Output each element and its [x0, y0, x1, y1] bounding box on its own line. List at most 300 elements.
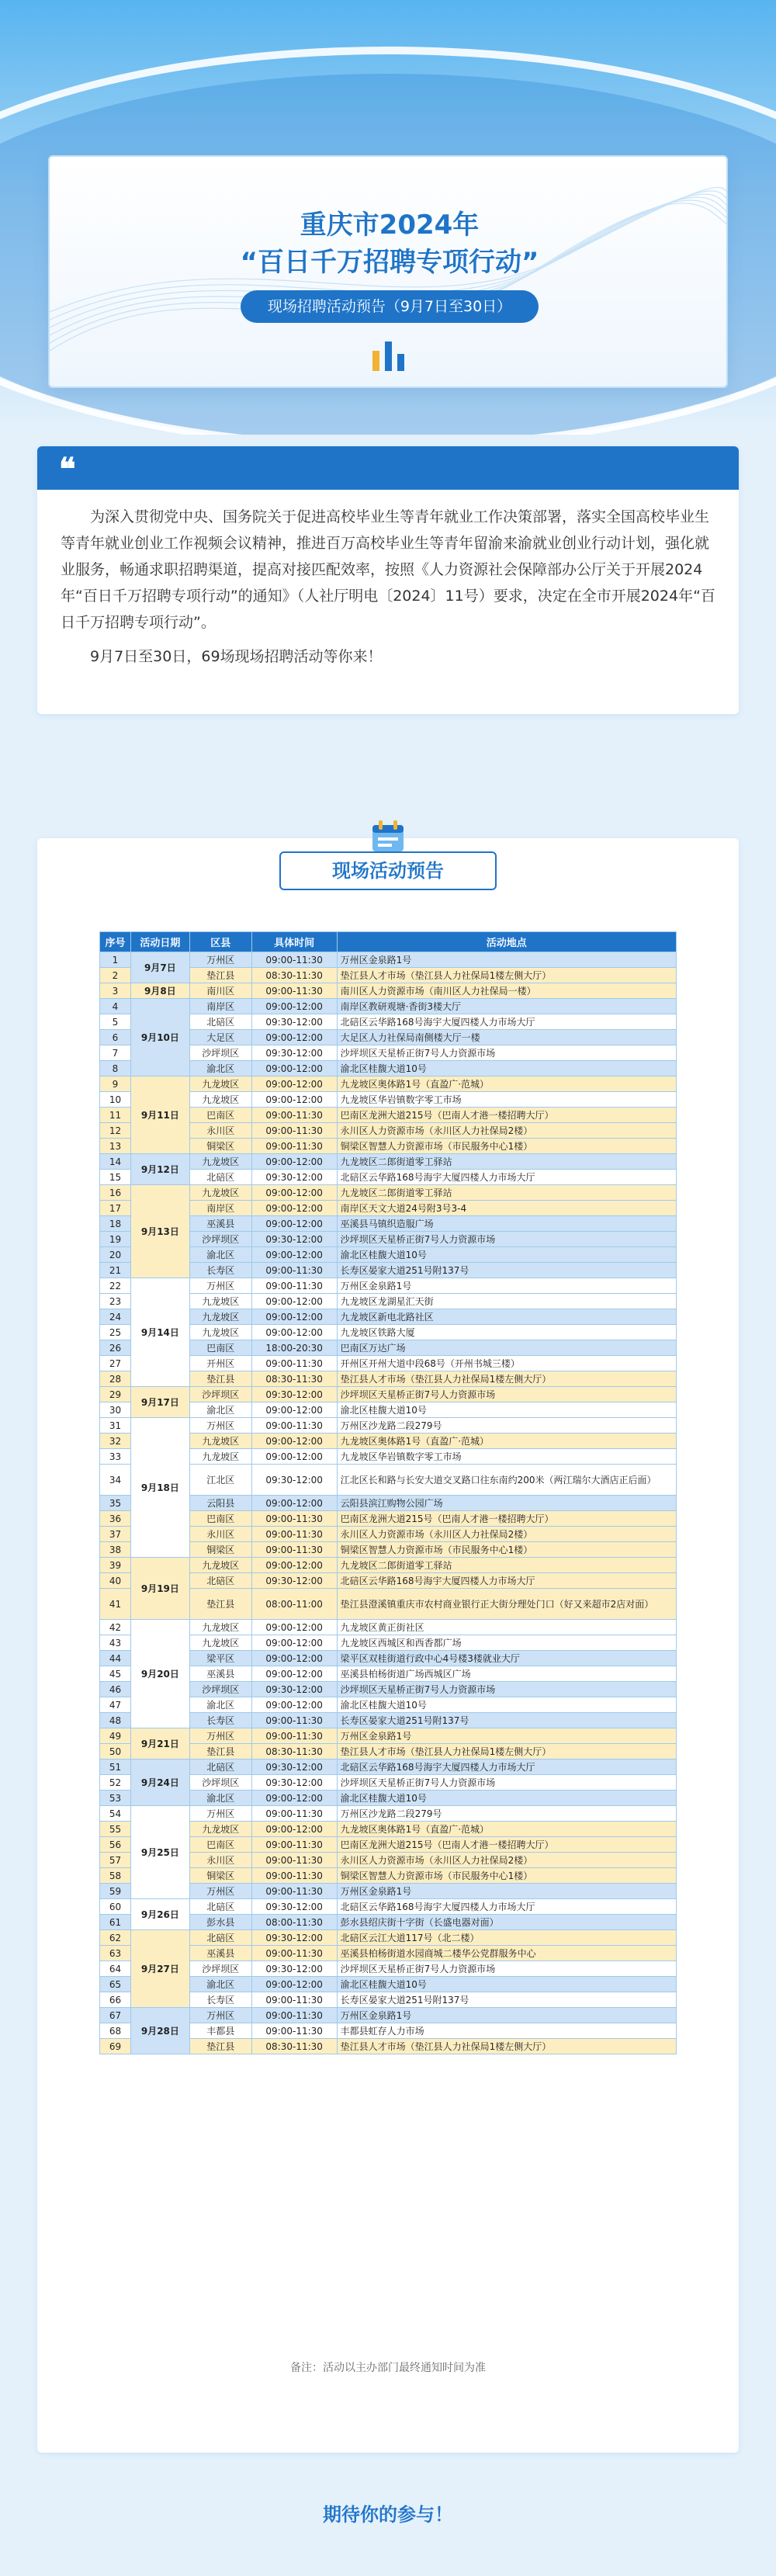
cell-district: 南岸区 — [189, 999, 251, 1014]
cell-no: 21 — [100, 1263, 131, 1278]
cell-time: 09:00-12:00 — [251, 1030, 337, 1045]
cell-location: 渝北区桂馥大道10号 — [337, 1247, 676, 1263]
table-row — [100, 1418, 677, 1434]
cell-no: 23 — [100, 1294, 131, 1309]
cell-no: 44 — [100, 1651, 131, 1666]
cell-no: 35 — [100, 1496, 131, 1511]
cell-district: 江北区 — [189, 1465, 251, 1496]
cell-no: 57 — [100, 1853, 131, 1868]
cell-location: 垫江县人才市场（垫江县人力社保局1楼左侧大厅） — [337, 2039, 676, 2054]
cell-district: 九龙坡区 — [189, 1185, 251, 1201]
header-no: 序号 — [100, 932, 131, 952]
cell-district: 渝北区 — [189, 1402, 251, 1418]
cell-district: 北碚区 — [189, 1899, 251, 1915]
cell-time: 09:00-11:30 — [251, 1123, 337, 1139]
cell-no: 49 — [100, 1728, 131, 1744]
cell-district: 丰都县 — [189, 2023, 251, 2039]
cell-no: 54 — [100, 1806, 131, 1822]
title-card — [48, 155, 728, 388]
cell-date: 9月21日 — [130, 1728, 189, 1760]
cell-time: 09:00-11:30 — [251, 1946, 337, 1961]
intro-card — [37, 446, 739, 714]
cell-district: 万州区 — [189, 1884, 251, 1899]
cell-time: 09:30-12:00 — [251, 1760, 337, 1775]
cell-time: 09:30-12:00 — [251, 1573, 337, 1589]
cell-location: 九龙坡区二郎街道零工驿站 — [337, 1558, 676, 1573]
cell-location: 大足区人力社保局南侧楼大厅一楼 — [337, 1030, 676, 1045]
cell-date: 9月13日 — [130, 1185, 189, 1278]
cell-location: 铜梁区智慧人力资源市场（市民服务中心1楼） — [337, 1139, 676, 1154]
cell-location: 永川区人力资源市场（永川区人力社保局2楼） — [337, 1853, 676, 1868]
cell-no: 30 — [100, 1402, 131, 1418]
cell-time: 09:30-12:00 — [251, 1014, 337, 1030]
cell-no: 32 — [100, 1434, 131, 1449]
table-row — [100, 1728, 677, 1744]
cell-location: 九龙坡区奥体路1号（直盈广·范城） — [337, 1822, 676, 1837]
cell-no: 48 — [100, 1713, 131, 1728]
cell-district: 铜梁区 — [189, 1542, 251, 1558]
cell-location: 九龙坡区铁路大厦 — [337, 1325, 676, 1340]
cell-location: 北碚区云江大道117号（北二楼） — [337, 1930, 676, 1946]
cell-district: 垫江县 — [189, 968, 251, 983]
cell-district: 万州区 — [189, 1806, 251, 1822]
subtitle-pill: 现场招聘活动预告（9月7日至30日） — [241, 290, 539, 323]
cell-time: 09:00-12:00 — [251, 1434, 337, 1449]
cell-no: 43 — [100, 1635, 131, 1651]
cell-district: 垫江县 — [189, 1371, 251, 1387]
cell-district: 沙坪坝区 — [189, 1232, 251, 1247]
cell-no: 12 — [100, 1123, 131, 1139]
cell-time: 09:30-12:00 — [251, 1045, 337, 1061]
cell-time: 09:00-11:30 — [251, 2023, 337, 2039]
cell-location: 九龙坡区华岩镇数字零工市场 — [337, 1449, 676, 1465]
cell-no: 6 — [100, 1030, 131, 1045]
cell-no: 36 — [100, 1511, 131, 1527]
cell-date: 9月12日 — [130, 1154, 189, 1185]
cell-time: 09:00-12:00 — [251, 1977, 337, 1992]
cell-time: 09:00-12:00 — [251, 1449, 337, 1465]
cell-location: 南岸区教研观塘·香街3楼大厅 — [337, 999, 676, 1014]
cell-district: 垫江县 — [189, 1589, 251, 1620]
cell-no: 27 — [100, 1356, 131, 1371]
cell-district: 九龙坡区 — [189, 1092, 251, 1108]
cell-location: 北碚区云华路168号海宇大厦四楼人力市场大厅 — [337, 1760, 676, 1775]
cell-district: 万州区 — [189, 2008, 251, 2023]
table-header-row — [100, 932, 677, 952]
table-row — [100, 1278, 677, 1294]
cell-district: 长寿区 — [189, 1713, 251, 1728]
cell-date: 9月7日 — [130, 952, 189, 983]
cell-no: 29 — [100, 1387, 131, 1402]
cell-time: 09:30-12:00 — [251, 1232, 337, 1247]
cell-location: 九龙坡区新电北路社区 — [337, 1309, 676, 1325]
cell-no: 3 — [100, 983, 131, 999]
cell-location: 长寿区晏家大道251号附137号 — [337, 1992, 676, 2008]
cell-no: 9 — [100, 1077, 131, 1092]
cell-district: 彭水县 — [189, 1915, 251, 1930]
cell-location: 渝北区桂馥大道10号 — [337, 1791, 676, 1806]
cell-no: 55 — [100, 1822, 131, 1837]
cell-location: 北碚区云华路168号海宇大厦四楼人力市场大厅 — [337, 1014, 676, 1030]
cell-district: 万州区 — [189, 1728, 251, 1744]
cell-time: 09:00-12:00 — [251, 1309, 337, 1325]
cell-no: 19 — [100, 1232, 131, 1247]
cell-no: 41 — [100, 1589, 131, 1620]
cell-time: 09:00-12:00 — [251, 1185, 337, 1201]
cell-time: 09:00-11:30 — [251, 2008, 337, 2023]
cell-location: 沙坪坝区天星桥正街7号人力资源市场 — [337, 1387, 676, 1402]
cell-time: 09:00-11:30 — [251, 1527, 337, 1542]
footer-slogan: 期待你的参与！ — [323, 2504, 453, 2526]
cell-time: 09:00-12:00 — [251, 1077, 337, 1092]
cell-location: 渝北区桂馥大道10号 — [337, 1697, 676, 1713]
cell-location: 九龙坡区二郎街道零工驿站 — [337, 1185, 676, 1201]
cell-no: 46 — [100, 1682, 131, 1697]
cell-location: 九龙坡区奥体路1号（直盈广·范城） — [337, 1077, 676, 1092]
cell-location: 巴南区龙洲大道215号（巴南人才港一楼招聘大厅） — [337, 1108, 676, 1123]
cell-time: 09:00-12:00 — [251, 1294, 337, 1309]
cell-no: 51 — [100, 1760, 131, 1775]
cell-district: 万州区 — [189, 1278, 251, 1294]
cell-location: 长寿区晏家大道251号附137号 — [337, 1263, 676, 1278]
intro-paragraph: 为深入贯彻党中央、国务院关于促进高校毕业生等青年就业工作决策部署，落实全国高校毕业生等青年就业创业工作视频会议精神，推进百万高校毕业生等青年留渝来渝就业创业行动计划，强化就业服务，畅通求职招聘渠道，提高对接匹配效率，按照《人力资源社会保障部办公厅关于开展2024年“百日千万招聘专项行动”的通知》（人社厅明电〔2024〕11号）要求，决定在全市开展2024年“百日千万招聘专项行动”。 — [61, 508, 715, 631]
cell-time: 09:00-11:30 — [251, 1542, 337, 1558]
table-row — [100, 983, 677, 999]
cell-date: 9月26日 — [130, 1899, 189, 1930]
cell-no: 15 — [100, 1170, 131, 1185]
cell-location: 垫江县澄溪镇重庆市农村商业银行正大街分理处门口（好又来超市2店对面） — [337, 1589, 676, 1620]
cell-location: 梁平区双桂街道行政中心4号楼3楼就业大厅 — [337, 1651, 676, 1666]
cell-no: 26 — [100, 1340, 131, 1356]
cell-no: 52 — [100, 1775, 131, 1791]
cell-district: 九龙坡区 — [189, 1325, 251, 1340]
cell-location: 北碚区云华路168号海宇大厦四楼人力市场大厅 — [337, 1170, 676, 1185]
cell-location: 九龙坡区华岩镇数字零工市场 — [337, 1092, 676, 1108]
cell-time: 09:00-12:00 — [251, 1697, 337, 1713]
cell-date: 9月8日 — [130, 983, 189, 999]
cell-location: 垫江县人才市场（垫江县人力社保局1楼左侧大厅） — [337, 1744, 676, 1760]
cell-location: 万州区金泉路1号 — [337, 1278, 676, 1294]
cell-location: 九龙坡区黄正街社区 — [337, 1620, 676, 1635]
cell-time: 09:00-11:30 — [251, 1868, 337, 1884]
cell-district: 沙坪坝区 — [189, 1682, 251, 1697]
cell-time: 09:00-12:00 — [251, 1216, 337, 1232]
cell-no: 25 — [100, 1325, 131, 1340]
cell-no: 38 — [100, 1542, 131, 1558]
cell-no: 47 — [100, 1697, 131, 1713]
cell-no: 8 — [100, 1061, 131, 1077]
table-row — [100, 1899, 677, 1915]
cell-time: 09:00-11:30 — [251, 1837, 337, 1853]
cell-date: 9月28日 — [130, 2008, 189, 2054]
cell-no: 16 — [100, 1185, 131, 1201]
cell-district: 万州区 — [189, 952, 251, 968]
cell-time: 09:00-11:30 — [251, 1806, 337, 1822]
cell-location: 垫江县人才市场（垫江县人力社保局1楼左侧大厅） — [337, 968, 676, 983]
table-row — [100, 2008, 677, 2023]
table-row — [100, 1620, 677, 1635]
cell-location: 沙坪坝区天星桥正街7号人力资源市场 — [337, 1682, 676, 1697]
cell-no: 62 — [100, 1930, 131, 1946]
cell-no: 69 — [100, 2039, 131, 2054]
cell-time: 09:00-11:30 — [251, 1418, 337, 1434]
cell-district: 九龙坡区 — [189, 1294, 251, 1309]
cell-date: 9月25日 — [130, 1806, 189, 1899]
cell-no: 17 — [100, 1201, 131, 1216]
cell-district: 巴南区 — [189, 1108, 251, 1123]
cell-location: 江北区长和路与长安大道交叉路口往东南约200米（两江瑞尔大酒店正后面） — [337, 1465, 676, 1496]
cell-no: 45 — [100, 1666, 131, 1682]
cell-location: 巫溪县柏杨街道广场西城区广场 — [337, 1666, 676, 1682]
cell-location: 沙坪坝区天星桥正街7号人力资源市场 — [337, 1232, 676, 1247]
cell-time: 09:00-11:30 — [251, 1853, 337, 1868]
cell-location: 垫江县人才市场（垫江县人力社保局1楼左侧大厅） — [337, 1371, 676, 1387]
cell-time: 09:30-12:00 — [251, 1170, 337, 1185]
cell-location: 九龙坡区奥体路1号（直盈广·范城） — [337, 1434, 676, 1449]
cell-time: 08:00-11:30 — [251, 1915, 337, 1930]
cell-location: 万州区金泉路1号 — [337, 1728, 676, 1744]
cell-district: 九龙坡区 — [189, 1620, 251, 1635]
table-row — [100, 999, 677, 1014]
cell-district: 九龙坡区 — [189, 1449, 251, 1465]
cell-no: 50 — [100, 1744, 131, 1760]
cell-district: 巴南区 — [189, 1340, 251, 1356]
cell-district: 渝北区 — [189, 1061, 251, 1077]
cell-no: 2 — [100, 968, 131, 983]
cell-no: 33 — [100, 1449, 131, 1465]
cell-district: 巫溪县 — [189, 1216, 251, 1232]
cell-location: 九龙坡区二郎街道零工驿站 — [337, 1154, 676, 1170]
cell-district: 万州区 — [189, 1418, 251, 1434]
cell-location: 万州区金泉路1号 — [337, 1884, 676, 1899]
cell-no: 66 — [100, 1992, 131, 2008]
cell-date: 9月27日 — [130, 1930, 189, 2008]
header-district: 区县 — [189, 932, 251, 952]
cell-time: 08:30-11:30 — [251, 1744, 337, 1760]
title-line-2: “百日千万招聘专项行动” — [240, 247, 539, 278]
cell-district: 沙坪坝区 — [189, 1775, 251, 1791]
schedule-table-wrapper — [99, 931, 677, 2054]
cell-location: 九龙坡区西城区和西香都广场 — [337, 1635, 676, 1651]
cell-location: 沙坪坝区天星桥正街7号人力资源市场 — [337, 1045, 676, 1061]
cell-location: 渝北区桂馥大道10号 — [337, 1061, 676, 1077]
cell-no: 64 — [100, 1961, 131, 1977]
cell-time: 09:00-12:00 — [251, 1154, 337, 1170]
cell-district: 沙坪坝区 — [189, 1961, 251, 1977]
cell-time: 09:00-12:00 — [251, 1666, 337, 1682]
cell-location: 万州区金泉路1号 — [337, 952, 676, 968]
cell-district: 渝北区 — [189, 1791, 251, 1806]
cell-location: 南岸区天文大道24号附3号3-4 — [337, 1201, 676, 1216]
table-row — [100, 952, 677, 968]
cell-district: 永川区 — [189, 1527, 251, 1542]
cell-district: 长寿区 — [189, 1992, 251, 2008]
cell-time: 18:00-20:30 — [251, 1340, 337, 1356]
cell-no: 61 — [100, 1915, 131, 1930]
cell-district: 九龙坡区 — [189, 1077, 251, 1092]
cell-time: 09:30-12:00 — [251, 1961, 337, 1977]
cell-no: 67 — [100, 2008, 131, 2023]
schedule-table — [99, 931, 677, 2054]
cell-time: 09:00-11:30 — [251, 1278, 337, 1294]
cell-time: 09:30-12:00 — [251, 1930, 337, 1946]
cell-district: 开州区 — [189, 1356, 251, 1371]
cell-location: 铜梁区智慧人力资源市场（市民服务中心1楼） — [337, 1542, 676, 1558]
cell-time: 09:00-12:00 — [251, 1247, 337, 1263]
cell-district: 九龙坡区 — [189, 1635, 251, 1651]
cell-no: 10 — [100, 1092, 131, 1108]
cell-district: 永川区 — [189, 1123, 251, 1139]
cell-district: 九龙坡区 — [189, 1558, 251, 1573]
cell-no: 53 — [100, 1791, 131, 1806]
quote-icon: ❝ — [59, 451, 76, 487]
cell-time: 09:00-12:00 — [251, 1061, 337, 1077]
table-row — [100, 1185, 677, 1201]
cell-no: 31 — [100, 1418, 131, 1434]
cell-time: 09:00-12:00 — [251, 1635, 337, 1651]
cell-location: 沙坪坝区天星桥正街7号人力资源市场 — [337, 1961, 676, 1977]
cell-location: 万州区沙龙路二段279号 — [337, 1806, 676, 1822]
cell-time: 09:00-11:30 — [251, 1139, 337, 1154]
cell-location: 铜梁区智慧人力资源市场（市民服务中心1楼） — [337, 1868, 676, 1884]
cell-district: 北碚区 — [189, 1573, 251, 1589]
table-row — [100, 1806, 677, 1822]
cell-date: 9月19日 — [130, 1558, 189, 1620]
cell-no: 63 — [100, 1946, 131, 1961]
header-location: 活动地点 — [337, 932, 676, 952]
cell-district: 巫溪县 — [189, 1946, 251, 1961]
cell-time: 08:30-11:30 — [251, 968, 337, 983]
cell-location: 万州区沙龙路二段279号 — [337, 1418, 676, 1434]
table-row — [100, 1930, 677, 1946]
cell-no: 40 — [100, 1573, 131, 1589]
cell-district: 巴南区 — [189, 1837, 251, 1853]
cell-time: 09:00-12:00 — [251, 1620, 337, 1635]
cell-location: 渝北区桂馥大道10号 — [337, 1977, 676, 1992]
intro-header-band — [37, 446, 739, 490]
header-date: 活动日期 — [130, 932, 189, 952]
cell-time: 08:30-11:30 — [251, 1371, 337, 1387]
cell-district: 巫溪县 — [189, 1666, 251, 1682]
cell-location: 巫溪县柏杨街道水园商城二楼华公党群服务中心 — [337, 1946, 676, 1961]
cell-no: 14 — [100, 1154, 131, 1170]
cell-date: 9月17日 — [130, 1387, 189, 1418]
cell-date: 9月18日 — [130, 1418, 189, 1558]
cell-location: 巴南区万达广场 — [337, 1340, 676, 1356]
cell-district: 大足区 — [189, 1030, 251, 1045]
cell-time: 09:00-12:00 — [251, 1822, 337, 1837]
cell-no: 59 — [100, 1884, 131, 1899]
cell-location: 永川区人力资源市场（永川区人力社保局2楼） — [337, 1123, 676, 1139]
cell-district: 长寿区 — [189, 1263, 251, 1278]
cell-no: 65 — [100, 1977, 131, 1992]
cell-time: 09:30-12:00 — [251, 1899, 337, 1915]
cell-no: 22 — [100, 1278, 131, 1294]
cell-no: 1 — [100, 952, 131, 968]
cell-district: 梁平区 — [189, 1651, 251, 1666]
cell-time: 09:00-11:30 — [251, 952, 337, 968]
cell-no: 7 — [100, 1045, 131, 1061]
cell-no: 18 — [100, 1216, 131, 1232]
cell-district: 渝北区 — [189, 1977, 251, 1992]
section-title: 现场活动预告 — [279, 851, 497, 890]
cell-district: 九龙坡区 — [189, 1822, 251, 1837]
cell-district: 渝北区 — [189, 1697, 251, 1713]
cell-no: 68 — [100, 2023, 131, 2039]
cell-time: 08:30-11:30 — [251, 2039, 337, 2054]
cell-location: 北碚区云华路168号海宇大厦四楼人力市场大厅 — [337, 1899, 676, 1915]
cell-time: 09:30-12:00 — [251, 1775, 337, 1791]
cell-time: 09:00-11:30 — [251, 1992, 337, 2008]
cell-district: 沙坪坝区 — [189, 1387, 251, 1402]
cell-time: 09:00-12:00 — [251, 1496, 337, 1511]
cell-no: 34 — [100, 1465, 131, 1496]
cell-time: 09:00-11:30 — [251, 983, 337, 999]
cell-district: 云阳县 — [189, 1496, 251, 1511]
cell-location: 万州区金泉路1号 — [337, 2008, 676, 2023]
cell-location: 九龙坡区龙湖星汇天街 — [337, 1294, 676, 1309]
table-row — [100, 1558, 677, 1573]
cell-no: 4 — [100, 999, 131, 1014]
cell-time: 09:00-12:00 — [251, 1791, 337, 1806]
cell-time: 09:00-11:30 — [251, 1356, 337, 1371]
cell-location: 南川区人力资源市场（南川区人力社保局一楼） — [337, 983, 676, 999]
table-row — [100, 1154, 677, 1170]
cell-time: 09:00-11:30 — [251, 1713, 337, 1728]
cell-no: 13 — [100, 1139, 131, 1154]
cell-no: 60 — [100, 1899, 131, 1915]
cell-district: 垫江县 — [189, 1744, 251, 1760]
cell-time: 09:00-12:00 — [251, 1651, 337, 1666]
header-time: 具体时间 — [251, 932, 337, 952]
note-text: 备注：活动以主办部门最终通知时间为准 — [290, 2362, 486, 2374]
cell-date: 9月11日 — [130, 1077, 189, 1154]
table-row — [100, 1077, 677, 1092]
table-body — [100, 952, 677, 2054]
cell-no: 56 — [100, 1837, 131, 1853]
cell-district: 渝北区 — [189, 1247, 251, 1263]
cell-no: 11 — [100, 1108, 131, 1123]
cell-time: 09:00-12:00 — [251, 1201, 337, 1216]
cell-no: 37 — [100, 1527, 131, 1542]
cell-time: 09:30-12:00 — [251, 1682, 337, 1697]
cell-time: 09:00-12:00 — [251, 1558, 337, 1573]
cell-district: 沙坪坝区 — [189, 1045, 251, 1061]
cell-district: 南川区 — [189, 983, 251, 999]
cell-location: 沙坪坝区天星桥正街7号人力资源市场 — [337, 1775, 676, 1791]
cell-no: 42 — [100, 1620, 131, 1635]
cell-district: 永川区 — [189, 1853, 251, 1868]
cell-time: 09:00-11:30 — [251, 1728, 337, 1744]
cell-time: 08:00-11:00 — [251, 1589, 337, 1620]
cell-location: 巫溪县马镇织造服广场 — [337, 1216, 676, 1232]
cell-district: 垫江县 — [189, 2039, 251, 2054]
cell-date: 9月24日 — [130, 1760, 189, 1806]
cell-time: 09:30-12:00 — [251, 1387, 337, 1402]
cell-date: 9月10日 — [130, 999, 189, 1077]
cell-location: 渝北区桂馥大道10号 — [337, 1402, 676, 1418]
cell-location: 巴南区龙洲大道215号（巴南人才港一楼招聘大厅） — [337, 1511, 676, 1527]
cell-district: 九龙坡区 — [189, 1154, 251, 1170]
cell-no: 39 — [100, 1558, 131, 1573]
cell-no: 20 — [100, 1247, 131, 1263]
cell-location: 长寿区晏家大道251号附137号 — [337, 1713, 676, 1728]
cell-location: 巴南区龙洲大道215号（巴南人才港一楼招聘大厅） — [337, 1837, 676, 1853]
cell-time: 09:00-11:30 — [251, 1511, 337, 1527]
cell-district: 九龙坡区 — [189, 1309, 251, 1325]
table-row — [100, 1760, 677, 1775]
cell-location: 永川区人力资源市场（永川区人力社保局2楼） — [337, 1527, 676, 1542]
